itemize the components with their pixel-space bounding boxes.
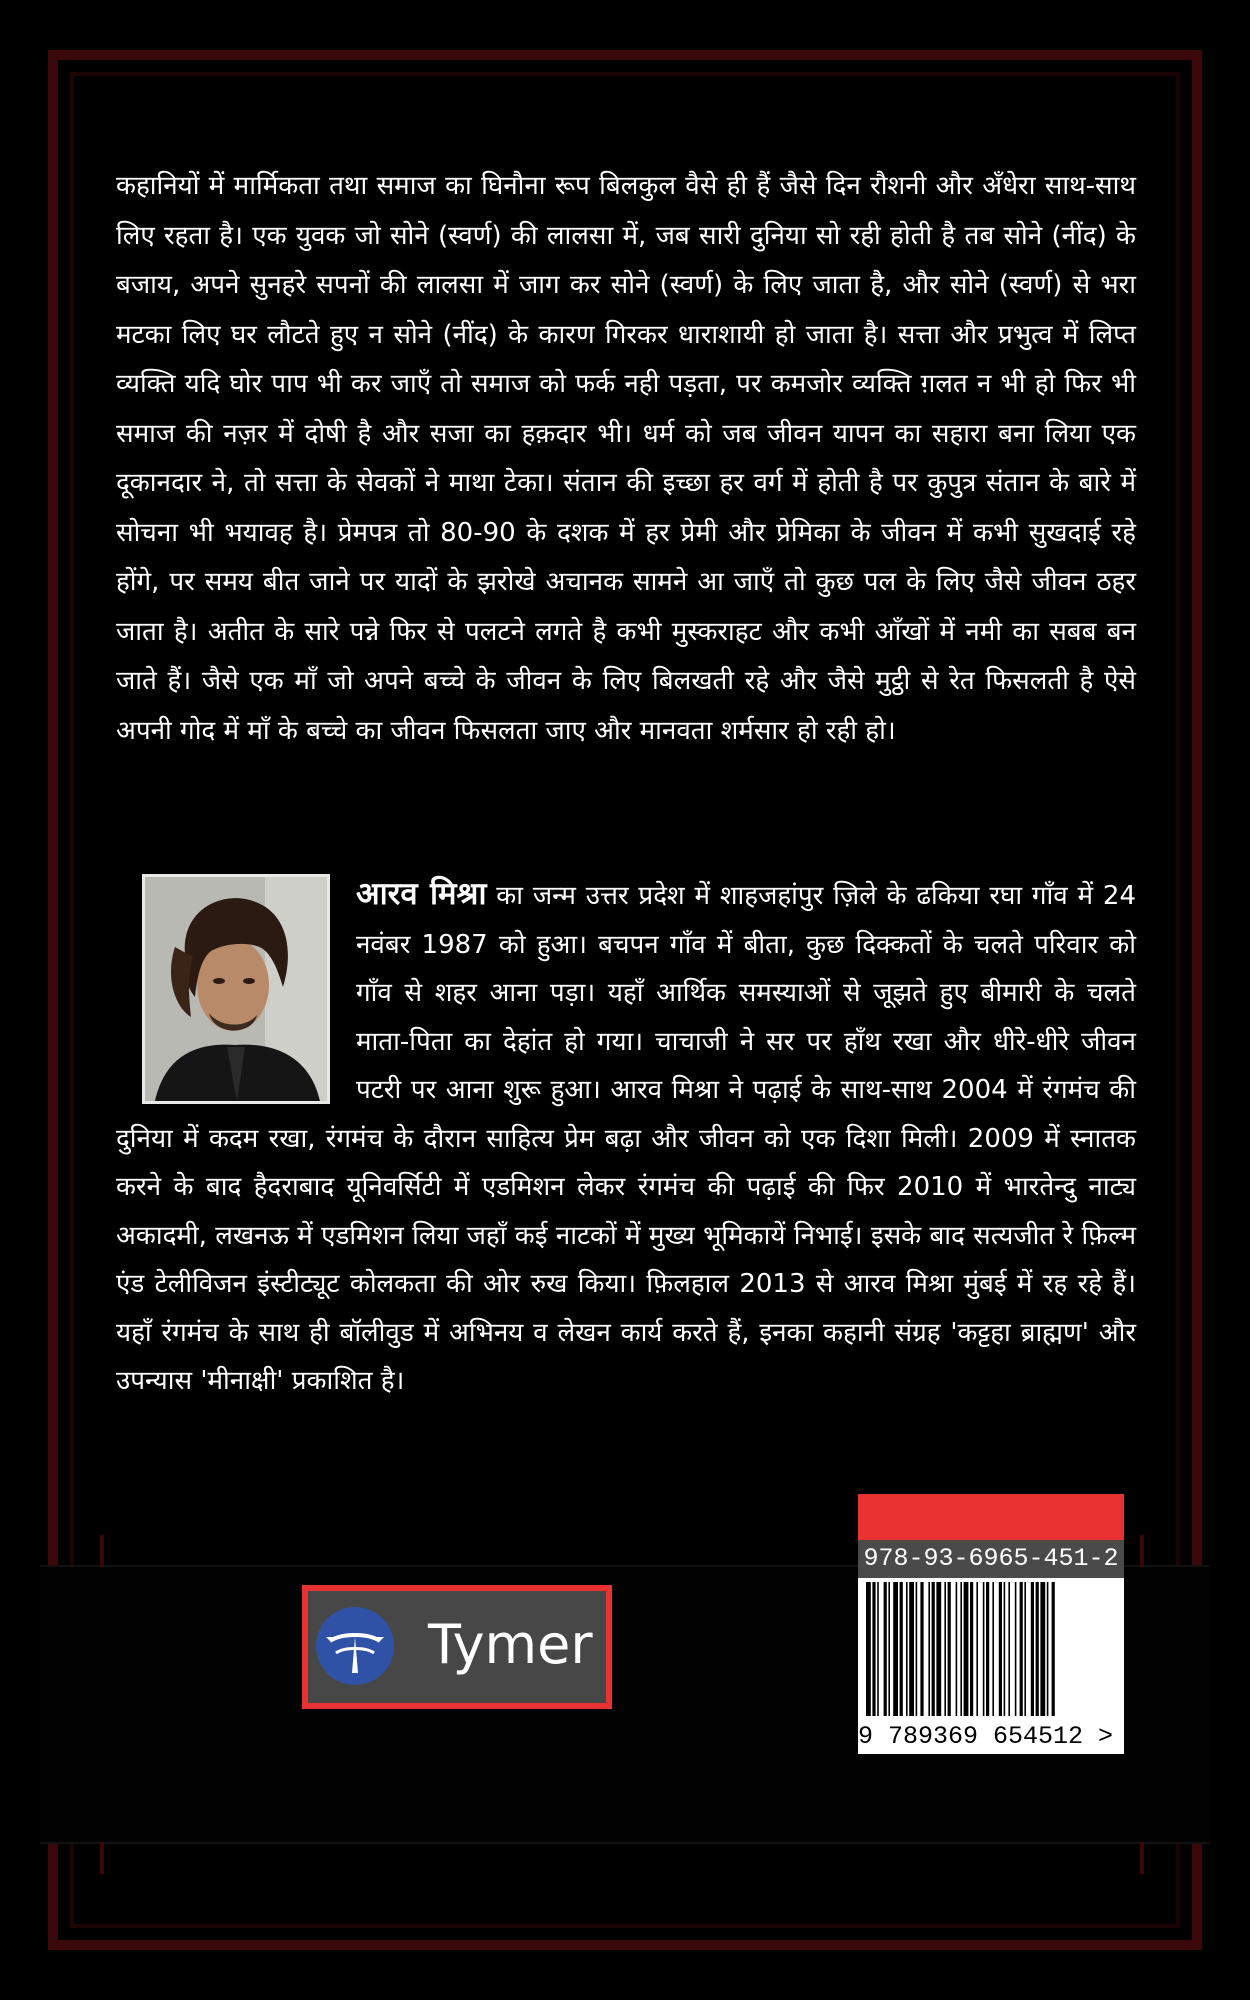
barcode-bar [944, 1582, 946, 1716]
barcode-bar [932, 1582, 935, 1716]
barcode-bar [1052, 1582, 1055, 1716]
barcode-bar [909, 1582, 914, 1716]
barcode-bar [1047, 1582, 1049, 1716]
barcode-bar [1008, 1582, 1010, 1716]
barcode-digits: 9 789369 654512 > [858, 1720, 1124, 1754]
barcode-bar [986, 1582, 989, 1716]
barcode-bar [1024, 1582, 1026, 1716]
barcode [858, 1578, 1124, 1720]
author-bio [116, 870, 1136, 1406]
barcode-bar [900, 1582, 903, 1716]
barcode-bar [983, 1582, 985, 1716]
barcode-bar [1020, 1582, 1023, 1716]
barcode-bar [872, 1582, 875, 1716]
barcode-bar [970, 1582, 973, 1716]
barcode-bar [884, 1582, 887, 1716]
author-name: आरव मिश्रा [356, 876, 487, 912]
barcode-bar [948, 1582, 951, 1716]
barcode-bar [976, 1582, 978, 1716]
barcode-bar [992, 1582, 994, 1716]
isbn-number: 978-93-6965-451-2 [858, 1540, 1124, 1578]
anchor-logo-icon [316, 1607, 394, 1685]
barcode-bar [866, 1582, 871, 1716]
barcode-bar [877, 1582, 879, 1716]
back-cover-blurb: कहानियों में मार्मिकता तथा समाज का घिनौना रूप बिलकुल वैसे ही हैं जैसे दिन रौशनी और अँधेरा साथ-साथ लिए रहता है। एक युवक जो सोने (स्वर्ण) की लालसा में, जब सारी दुनिया सो रही होती है तब सोने (नींद) के बजाय, अपने सुनहरे सपनों की लालसा में जाग कर सोने (स्वर्ण) के लिए जाता है, और सोने (स्वर्ण) से भरा मटका लिए घर लौटते हुए न सोने (नींद) के कारण गिरकर धाराशायी हो जाता है। सत्ता और प्रभुत्व में लिप्त व्यक्ति यदि घोर पाप भी कर जाएँ तो समाज को फर्क नही पड़ता, पर कमजोर व्यक्ति ग़लत न भी हो फिर भी समाज की नज़र में दोषी है और सजा का हक़दार भी। धर्म को जब जीवन यापन का सहारा बना लिया एक दूकानदार ने, तो सत्ता के सेवकों ने माथा टेका। संतान की इच्छा हर वर्ग में होती है पर कुपुत्र संतान के बारे में सोचना भी भयावह है। प्रेमपत्र तो 80-90 के दशक में हर प्रेमी और प्रेमिका के जीवन में कभी सुखदाई रहे होंगे, पर समय बीत जाने पर यादों के झरोखे अचानक सामने आ जाएँ तो कुछ पल के लिए जैसे जीवन ठहर जाता है। अतीत के सारे पन्ने फिर से पलटने लगते है कभी मुस्कराहट और कभी आँखों में नमी का सबब बन जाते हैं। जैसे एक माँ जो अपने बच्चे के जीवन के लिए बिलखती रहे और जैसे मुट्ठी से रेत फिसलती है ऐसे अपनी गोद में माँ के बच्चे का जीवन फिसलता जाए और मानवता शर्मसार हो रही हो। [116, 171, 1136, 746]
barcode-bar [1031, 1582, 1034, 1716]
barcode-bar [1036, 1582, 1039, 1716]
publisher-name: Tymer [428, 1613, 593, 1676]
barcode-bar [928, 1582, 930, 1716]
isbn-color-strip [858, 1494, 1124, 1540]
barcode-bar [920, 1582, 923, 1716]
author-bio-text: का जन्म उत्तर प्रदेश में शाहजहांपुर ज़िले के ढकिया रघा गाँव में 24 नवंबर 1987 को हुआ। बचपन गाँव में बीता, कुछ दिक्कतों के चलते परिवार को गाँव से शहर आना पड़ा। यहाँ आर्थिक समस्याओं से जूझते हुए बीमारी के चलते माता-पिता का देहांत हो गया। चाचाजी ने सर पर हाँथ रखा और धीरे-धीरे जीवन पटरी पर आना शुरू हुआ। आरव मिश्रा ने पढ़ाई के साथ-साथ 2004 में रंगमंच की दुनिया में कदम रखा, रंगमंच के दौरान साहित्य प्रेम बढ़ा और जीवन को एक दिशा मिली। 2009 में स्नातक करने के बाद हैदराबाद यूनिवर्सिटी में एडमिशन लेकर रंगमंच की पढ़ाई की फिर 2010 में भारतेन्दु नाट्य अकादमी, लखनऊ में एडमिशन लिया जहाँ कई नाटकों में मुख्य भूमिकायें निभाई। इसके बाद सत्यजीत रे फ़िल्म एंड टेलीविजन इंस्टीट्यूट कोलकता की ओर रुख किया। फ़िलहाल 2013 से आरव मिश्रा मुंबई में रह रहे हैं। यहाँ रंगमंच के साथ ही बॉलीवुड में अभिनय व लेखन कार्य करते हैं, इनका कहानी संग्रह 'कट्टहा ब्राह्मण' और उपन्यास 'मीनाक्षी' प्रकाशित है। [116, 881, 1136, 1396]
barcode-bar [936, 1582, 941, 1716]
barcode-bar [906, 1582, 908, 1716]
publisher-logo [302, 1585, 612, 1709]
barcode-bar [956, 1582, 958, 1716]
barcode-bar [1040, 1582, 1045, 1716]
barcode-bar [1015, 1582, 1017, 1716]
isbn-barcode-block [858, 1494, 1124, 1754]
barcode-bar [888, 1582, 890, 1716]
barcode-bar [893, 1582, 898, 1716]
barcode-bar [964, 1582, 969, 1716]
barcode-bar [916, 1582, 918, 1716]
barcode-bar [960, 1582, 962, 1716]
barcode-bar [999, 1582, 1002, 1716]
barcode-bar [1004, 1582, 1006, 1716]
